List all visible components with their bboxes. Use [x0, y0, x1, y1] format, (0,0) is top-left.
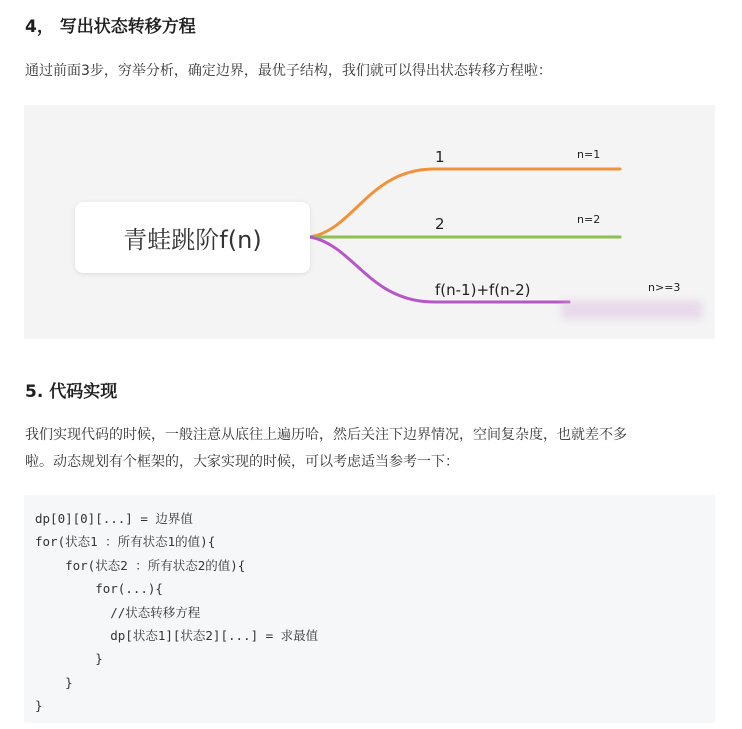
section-5-heading: 5. 代码实现 — [25, 382, 118, 402]
code-line: //状态转移方程 — [35, 604, 201, 620]
branch-condition-2: n=2 — [577, 213, 601, 226]
code-line: } — [35, 698, 43, 714]
branch-label-2: 2 — [435, 215, 445, 233]
code-line: for(状态1 ：所有状态1的值){ — [35, 534, 216, 550]
branch-condition-3: n>=3 — [648, 281, 681, 294]
code-line: for(状态2 ：所有状态2的值){ — [35, 557, 246, 573]
code-line: dp[状态1][状态2][...] = 求最值 — [35, 627, 319, 643]
code-line: } — [35, 651, 103, 667]
section-4-heading: 4， 写出状态转移方程 — [25, 17, 196, 37]
code-line: dp[0][0][...] = 边界值 — [35, 511, 193, 526]
branch-label-1: 1 — [435, 148, 445, 166]
branch-condition-1: n=1 — [577, 148, 601, 161]
branch-line-1 — [310, 169, 620, 237]
code-line: } — [35, 674, 73, 690]
blurred-region — [562, 301, 702, 319]
code-line: for(...){ — [35, 581, 163, 597]
section-5-paragraph-line-2: 啦。动态规划有个框架的，大家实现的时候，可以考虑适当参考一下： — [25, 454, 459, 470]
code-block — [24, 495, 715, 723]
section-4-paragraph: 通过前面3步，穷举分析，确定边界，最优子结构，我们就可以得出状态转移方程啦： — [25, 63, 552, 79]
section-5-paragraph-line-1: 我们实现代码的时候，一般注意从底往上遍历哈，然后关注下边界情况，空间复杂度，也就差不多 — [25, 427, 627, 443]
root-node: 青蛙跳阶f(n) — [75, 202, 310, 273]
code-content — [24, 495, 715, 718]
branch-label-3: f(n-1)+f(n-2) — [435, 281, 531, 299]
state-transition-diagram — [24, 105, 715, 339]
